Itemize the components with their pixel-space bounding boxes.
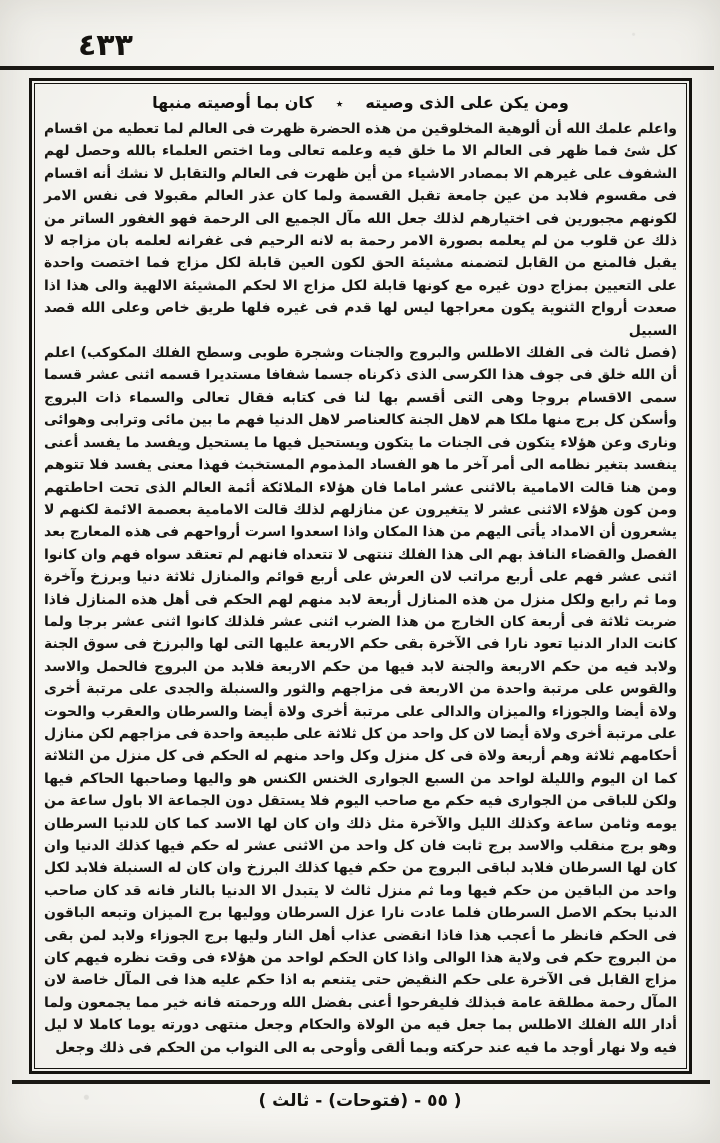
footer-divider-rule [12,1080,710,1084]
header-divider-rule [0,66,714,70]
verse-hemistich-1: ومن يكن على الذى وصيته [365,93,569,112]
paragraph-2 [44,342,677,1059]
paragraph-2-text: اعلم أن الله خلق فى جوف هذا الكرسى الذى ذكرناه جسما شفافا مستديرا قسمه اثنى عشر قسما سمى الاقسام بروجا وهى التى أقسم بها لنا فى كتابه فقال تعالى والسماء ذات البروج وأسكن كل برج منها ملكا هم لاهل الجنة كالعناصر لاهل الدنيا فهم ما بين مائى وترابى وهوائى ونارى وعن هؤلاء يتكون فى الجنات ما يتكون ويستحيل فيها ما يستحيل ويفسد ما يفسد أعنى ينفسد بتغير نظامه الى أمر آخر ما هو الفساد المذموم المستخبث فهذا معنى يفسد فلا تتوهم ومن هنا قالت الامامية بالاثنى عشر اماما فان هؤلاء الملائكة أئمة العالم الذى تحت احاطتهم ومن كون هؤلاء الاثنى عشر لا يتغيرون عن منازلهم لذلك قالت الامامية بعصمة الائمة لكنهم لا يشعرون أن الامداد يأتى اليهم من هذا المكان واذا اسعدوا اسرت أرواحهم فى هذه المعارج بعد الفصل والقضاء النافذ بهم الى هذا الفلك تنتهى لا تتعداه فانهم لم تعتقد سواه فهم وان كانوا اثنى عشر فهم على أربع مراتب لان العرش على أربع قوائم والمنازل ثلاثة دنيا وبرزخ وآخرة وما ثم رابع ولكل منزل من هذه المنازل أربعة لابد منهم لهم الحكم فى أهل هذه المنازل فاذا ضربت ثلاثة فى أربعة كان الخارج من هذا الضرب اثنى عشر فلذلك كانوا اثنى عشر برجا ولما كانت الدار الدنيا تعود نارا فى الآخرة بقى حكم الاربعة عليها التى لها والبرزخ فى سوق الجنة ولابد فيه من حكم الاربعة والجنة لابد فيها من حكم الاربعة فلابد من البروج فالحمل والاسد والقوس على مرتبة واحدة من الاربعة فى مزاجهم والثور والسنبلة والجدى على مرتبة أخرى ولاة أيضا والجوزاء والميزان والدالى على مرتبة أخرى ولاة أيضا والسرطان والعقرب والحوت على مرتبة أخرى ولاة أيضا لان كل واحد من كل ثلاثة على طبيعة واحدة فى مزاجهم لكن منازل أحكامهم ثلاثة وهم أربعة ولاة فى كل منزل وكل واحد منهم له الحكم فى كل منزل من الثلاثة كما ان اليوم والليلة لواحد من السبع الجوارى الخنس الكنس هو واليها وصاحبها الحاكم فيها ولكن للباقى من الجوارى فيه حكم مع صاحب اليوم فلا يستقل دون الجماعة الا باول ساعة من يومه وثامن ساعة وكذلك الليل والآخرة مثل ذلك وان كان لها الاسد كما كان للدنيا السرطان وهو برج منقلب والاسد برج ثابت فان كل واحد من الاثنى عشر له حكم فيها كذلك الدنيا وان كان لها السرطان فلابد لباقى البروج من حكم فيها كذلك البرزخ وان كان له السنبلة فلابد لكل واحد من الباقين من حكم فيها وما ثم منزل ثالث لا يتبدل الا الدنيا بالنار فانه قد كان صاحب الدنيا بحكم الاصل السرطان فلما عادت نارا عزل السرطان ووليها برج الميزان وتبعه الباقون فى الحكم فانظر ما أعجب هذا فاذا انقضى عذاب أهل النار وليها برج الجوزاء ولابد لمن بقى من البروج حكم فى ولاية هذا الوالى واذا كان الحكم لواحد من هؤلاء فى وقت نظره فيهم كان مزاج القابل فى الآخرة على حكم النقيض حتى يتنعم به اذا حكم عليه هذا فى المآل خاصة لان المآل رحمة مطلقة عامة فبذلك فليفرحوا أعنى بفضل الله ورحمته فانه خير مما يجمعون ولما أدار الله الفلك الاطلس بما جعل فيه من الولاة والحكام وجعل منتهى دورته يوما كاملا لا ليل فيه ولا نهار أوجد ما فيه عند حركته وبما ألقى وأوحى به الى النواب من الحكم فى ذلك وجعل [44,345,677,1056]
body-text [44,118,677,1059]
text-frame-border [29,78,692,1074]
text-frame-inner [34,83,687,1069]
fasl-heading: (فصل ثالث فى الفلك الاطلس والبروج والجنات وشجرة طوبى وسطح الفلك المكوكب) [80,345,677,362]
verse-separator-star-icon: ٭ [335,96,344,112]
page-number: ٤٣٣ [78,28,133,63]
verse-hemistich-2: كان بما أوصيته منبها [152,93,314,112]
paragraph-1: واعلم علمك الله أن ألوهية المخلوقين من هذه الحضرة ظهرت فى العالم لما تعطيه من اقسام كل شئ فما ظهر فى العالم الا ما خلق فيه وعلمه تعالى وما اختص العلماء بالله وحصل لهم الشفوف على غيرهم الا بمصادر الاشياء من أين ظهرت فى العالم والتقابل لا نشك أنه اقسام فى مقسوم فلابد من عين جامعة تقبل القسمة ولما كان عذر العالم مقبولا فى نفس الامر لكونهم مجبورين فى اختيارهم لذلك جعل الله مآل الجميع الى الرحمة فهو الغفور الساتر من ذلك عن قلوب من لم يعلمه بصورة الامر رحمة به لانه الرحيم فى غفرانه لعلمه بان مزاجه لا يقبل فالمنع من القابل لتضمنه مشيئة الحق لكون العين قابلة لكل مزاج فما اختصت واحدة على التعيين بمزاج دون غيره مع كونها قابلة لكل مزاج الا لحكم المشيئة الالهية والى هذا اذا صعدت أرواح الثنوية يكون معراجها ليس لها قدم فى غيره فلها طريق خاص وعلى الله قصد السبيل [44,121,677,339]
verse-line [44,89,677,118]
printer-signature: ( ٥٥ - (فتوحات) - ثالث ) [258,1091,462,1111]
